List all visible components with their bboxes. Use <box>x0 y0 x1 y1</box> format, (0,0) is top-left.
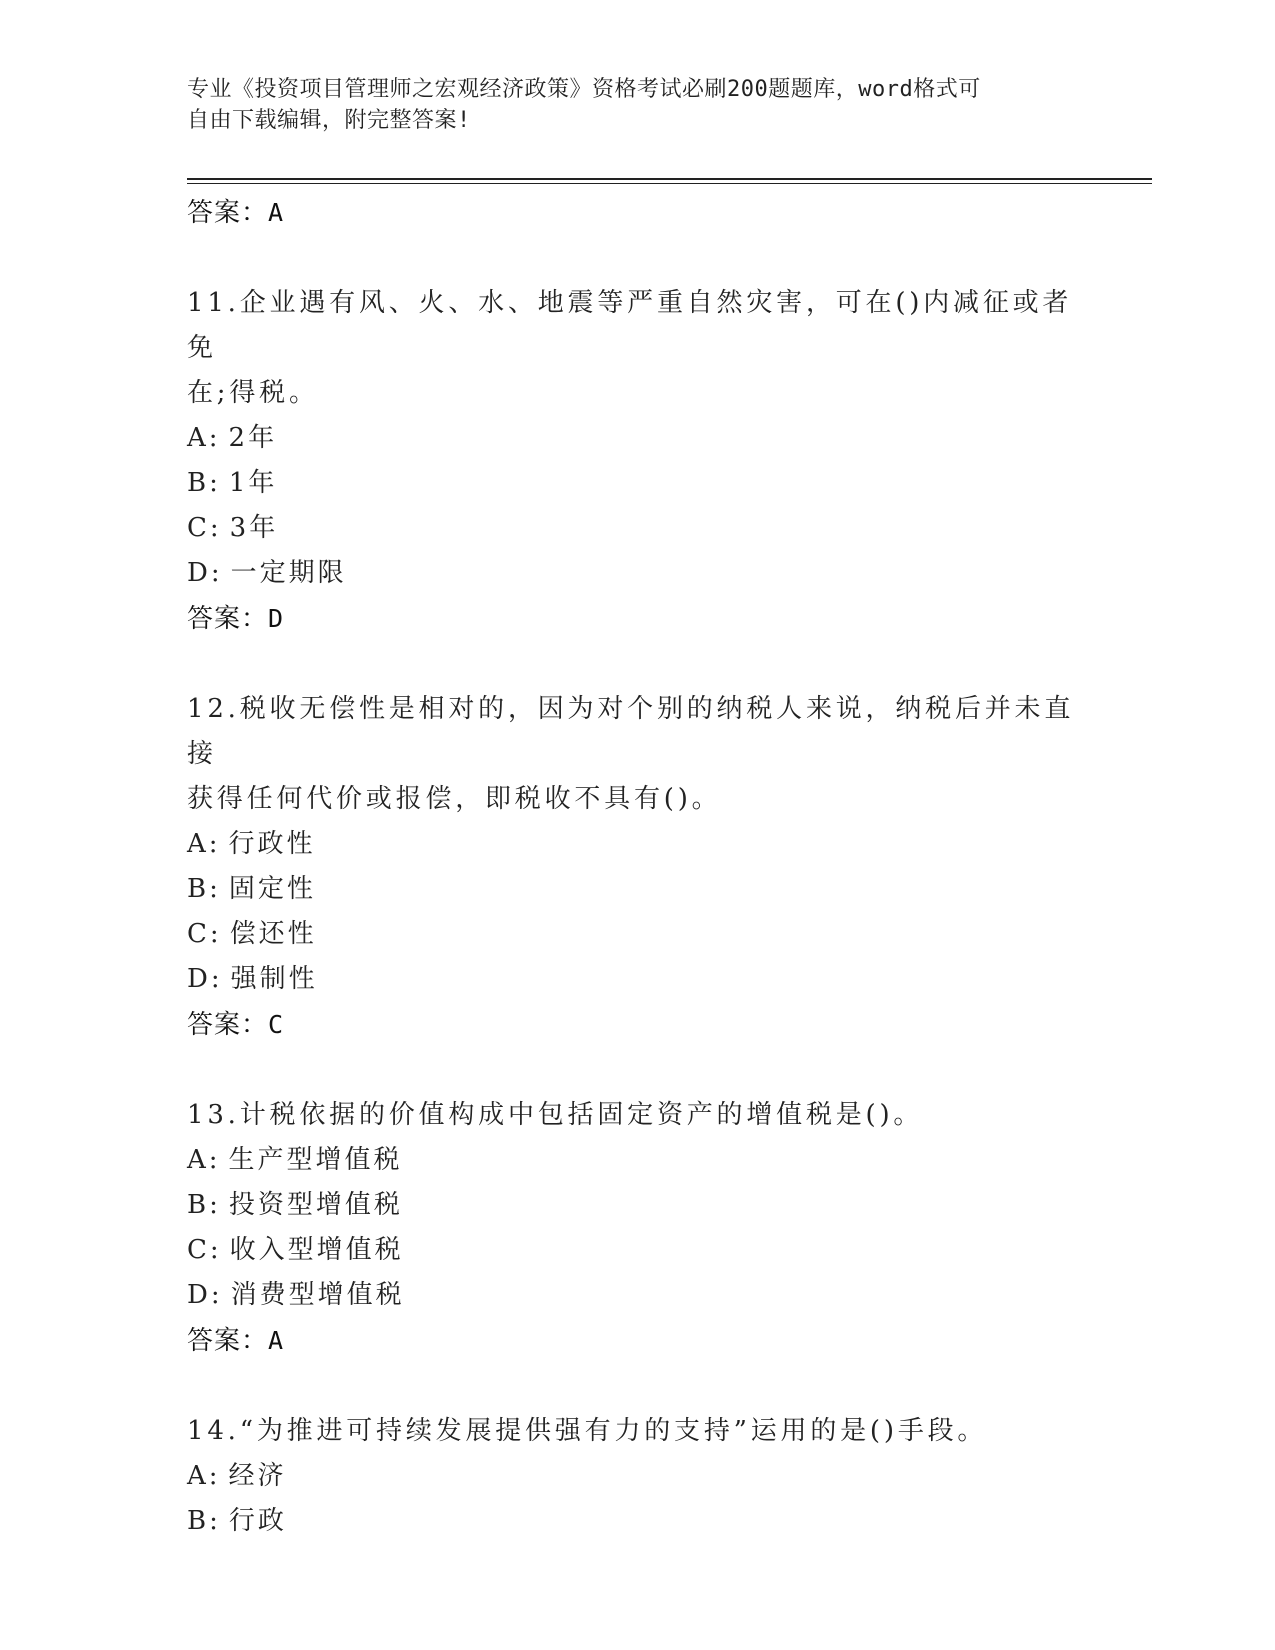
option-text: 1年 <box>228 468 278 498</box>
answer-label: 答案： <box>187 1010 269 1040</box>
option-a <box>187 1454 1087 1499</box>
answer-line <box>187 1318 1087 1364</box>
option-letter: A: <box>187 1461 221 1491</box>
option-letter: A: <box>187 423 221 453</box>
option-a <box>187 1138 1087 1183</box>
option-letter: B: <box>187 1190 221 1220</box>
question-item <box>187 1093 1087 1364</box>
option-text: 投资型增值税 <box>228 1190 403 1220</box>
option-letter: C: <box>187 513 222 543</box>
header-line-1: 专业《投资项目管理师之宏观经济政策》资格考试必刷200题题库，word格式可 <box>187 77 981 102</box>
option-d <box>187 551 1087 596</box>
question-stem-line: 11.企业遇有风、火、水、地震等严重自然灾害，可在()内减征或者免 <box>187 288 1073 363</box>
option-b <box>187 1499 1087 1544</box>
answer-line <box>187 190 1087 236</box>
option-letter: C: <box>187 919 222 949</box>
question-item <box>187 281 1087 642</box>
option-text: 偿还性 <box>229 919 317 949</box>
option-text: 2年 <box>228 423 278 453</box>
option-text: 固定性 <box>228 874 316 904</box>
question-stem-line: 14.“为推进可持续发展提供强有力的支持”运用的是()手段。 <box>187 1416 988 1446</box>
option-text: 强制性 <box>230 964 318 994</box>
answer-value: D <box>268 604 284 633</box>
question-stem-line: 在;得税。 <box>187 378 319 408</box>
option-b <box>187 1183 1087 1228</box>
question-stem-line: 12.税收无偿性是相对的，因为对个别的纳税人来说，纳税后并未直接 <box>187 694 1075 769</box>
answer-value: A <box>268 1326 284 1355</box>
option-letter: D: <box>187 1280 223 1310</box>
option-text: 收入型增值税 <box>229 1235 404 1265</box>
document-header <box>187 74 1087 136</box>
option-text: 行政 <box>228 1506 287 1536</box>
option-letter: D: <box>187 558 223 588</box>
option-text: 一定期限 <box>230 558 347 588</box>
option-letter: D: <box>187 964 223 994</box>
question-list <box>187 190 1087 1544</box>
question-stem <box>187 687 1087 822</box>
option-letter: B: <box>187 874 221 904</box>
answer-label: 答案： <box>187 198 269 228</box>
option-c <box>187 506 1087 551</box>
option-letter: B: <box>187 468 221 498</box>
option-letter: B: <box>187 1506 221 1536</box>
answer-label: 答案： <box>187 604 269 634</box>
question-stem-line: 获得任何代价或报偿，即税收不具有()。 <box>187 784 722 814</box>
option-d <box>187 957 1087 1002</box>
answer-line <box>187 1002 1087 1048</box>
option-text: 3年 <box>229 513 279 543</box>
option-letter: A: <box>187 1145 221 1175</box>
option-a <box>187 822 1087 867</box>
question-item <box>187 1409 1087 1544</box>
answer-label: 答案： <box>187 1326 269 1356</box>
option-b <box>187 867 1087 912</box>
question-stem-line: 13.计税依据的价值构成中包括固定资产的增值税是()。 <box>187 1100 924 1130</box>
option-text: 行政性 <box>228 829 316 859</box>
answer-value: C <box>268 1010 284 1039</box>
option-letter: A: <box>187 829 221 859</box>
answer-line <box>187 596 1087 642</box>
answer-value: A <box>268 198 284 227</box>
question-item <box>187 687 1087 1048</box>
option-text: 经济 <box>228 1461 287 1491</box>
option-d <box>187 1273 1087 1318</box>
header-divider-thin <box>187 183 1152 184</box>
question-stem <box>187 1093 1087 1138</box>
option-text: 消费型增值税 <box>230 1280 405 1310</box>
question-stem <box>187 281 1087 416</box>
header-divider-thick <box>187 178 1152 180</box>
question-stem <box>187 1409 1087 1454</box>
option-c <box>187 1228 1087 1273</box>
option-letter: C: <box>187 1235 222 1265</box>
header-line-2: 自由下载编辑，附完整答案! <box>187 108 471 133</box>
option-b <box>187 461 1087 506</box>
option-text: 生产型增值税 <box>228 1145 403 1175</box>
option-c <box>187 912 1087 957</box>
option-a <box>187 416 1087 461</box>
